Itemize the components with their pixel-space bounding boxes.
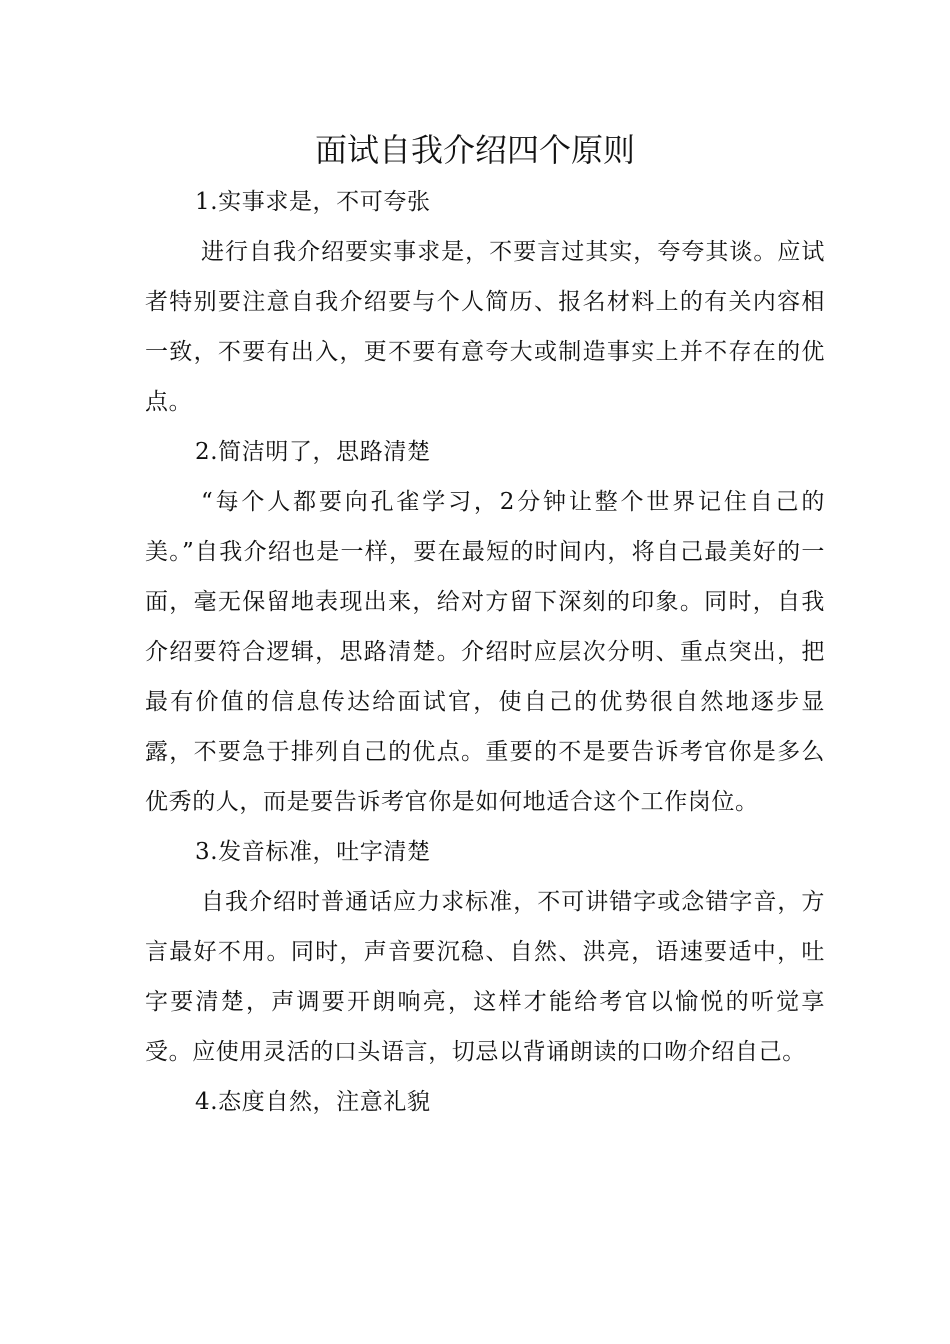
section-heading-4: 4.态度自然，注意礼貌 (195, 1089, 431, 1115)
section-paragraph-2: “每个人都要向孔雀学习，2分钟让整个世界记住自己的美。”自我介绍也是一样，要在最短的时间内，将自己最美好的一面，毫无保留地表现出来，给对方留下深刻的印象。同时，自我介绍要符合逻辑，思路清楚。介绍时应层次分明、重点突出，把最有价值的信息传达给面试官，使自己的优势很自然地逐步显露，不要急于排列自己的优点。重要的不是要告诉考官你是多么优秀的人，而是要告诉考官你是如何地适合这个工作岗位。 (145, 489, 825, 815)
section-heading-1: 1.实事求是，不可夸张 (195, 189, 431, 215)
section-paragraph-1: 进行自我介绍要实事求是，不要言过其实，夸夸其谈。应试者特别要注意自我介绍要与个人简历、报名材料上的有关内容相一致，不要有出入，更不要有意夸大或制造事实上并不存在的优点。 (145, 239, 825, 415)
section-paragraph-3: 自我介绍时普通话应力求标准，不可讲错字或念错字音，方言最好不用。同时，声音要沉稳、自然、洪亮，语速要适中，吐字要清楚，声调要开朗响亮，这样才能给考官以愉悦的听觉享受。应使用灵活的口头语言，切忌以背诵朗读的口吻介绍自己。 (145, 889, 825, 1065)
section-heading-2: 2.简洁明了，思路清楚 (195, 439, 431, 465)
document-title: 面试自我介绍四个原则 (314, 131, 635, 169)
section-heading-3: 3.发音标准，吐字清楚 (195, 839, 431, 865)
document-body (145, 177, 825, 1127)
